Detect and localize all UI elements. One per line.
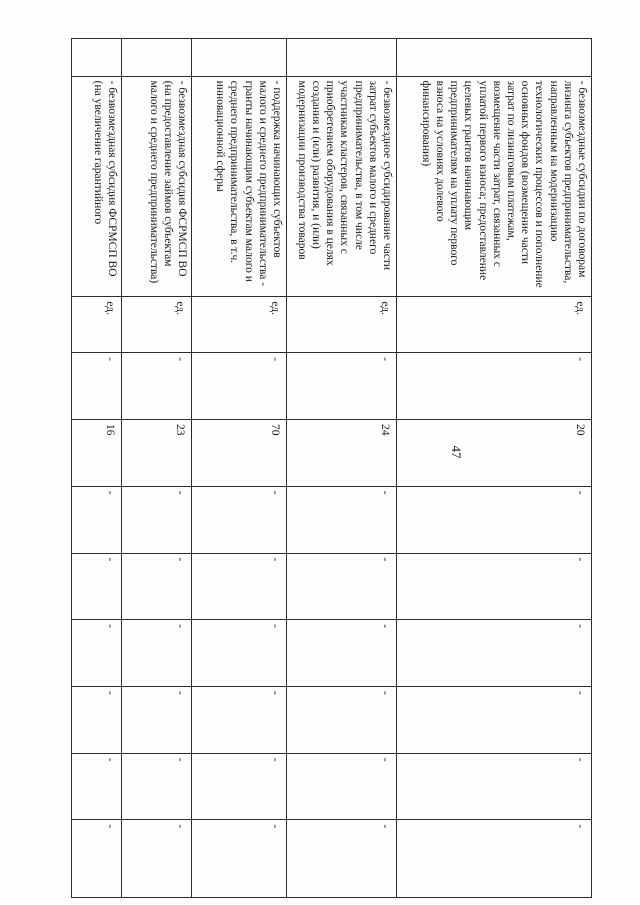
value-cell: -: [72, 820, 122, 898]
value-cell: -: [287, 686, 397, 753]
value-cell: -: [122, 353, 192, 420]
value-cell: -: [287, 553, 397, 620]
value-cell: -: [287, 753, 397, 820]
value-cell: -: [287, 353, 397, 420]
value-cell: -: [192, 820, 287, 898]
value-cell: -: [397, 620, 592, 687]
description-cell: - поддержка начинающих субъектов малого и среднего предпринимательства - гранты начинающим субъектам малого и среднего предпринимательства, в т.ч. инновационной сферы: [192, 76, 287, 297]
indicators-table: [71, 38, 592, 898]
value-cell: -: [122, 753, 192, 820]
unit-cell: ед.: [72, 297, 122, 353]
row-number-cell: [287, 39, 397, 77]
description-cell: - безвозмездная субсидия ФСРМСП ВО (на предоставление займов субъектам малого и среднего предпринимательства): [122, 76, 192, 297]
value-cell: -: [122, 620, 192, 687]
unit-cell: ед.: [287, 297, 397, 353]
table-row: [122, 39, 192, 898]
table-container: [72, 38, 592, 898]
description-cell: - безвозмездные субсидии по договорам лизинга субъектов предпринимательства, направленным на модернизацию технологических процессов и пополнение основных фондов (возмещение части затрат по лизинговым платежам, возмещение части затрат, связанных с уплатой первого взноса; предоставление целевых грантов начинающим предпринимателям на уплату первого взноса на условиях долевого финансирования): [397, 76, 592, 297]
row-number-cell: [122, 39, 192, 77]
table-row: [397, 39, 592, 898]
value-cell: -: [72, 753, 122, 820]
row-number-cell: [397, 39, 592, 77]
value-cell: -: [287, 620, 397, 687]
value-cell: 16: [72, 420, 122, 487]
unit-cell: ед.: [397, 297, 592, 353]
value-cell: -: [192, 686, 287, 753]
value-cell: -: [192, 753, 287, 820]
value-cell: -: [72, 686, 122, 753]
value-cell: -: [72, 620, 122, 687]
rotated-table-frame: [72, 38, 592, 898]
value-cell: -: [397, 353, 592, 420]
unit-cell: ед.: [122, 297, 192, 353]
value-cell: -: [122, 820, 192, 898]
value-cell: -: [397, 753, 592, 820]
value-cell: 20: [397, 420, 592, 487]
table-row: [287, 39, 397, 898]
table-row: [72, 39, 122, 898]
description-cell: - безвозмездное субсидирование части затрат субъектов малого и среднего предпринимательства, в том числе участникам кластеров, связанных с приобретением оборудования в целях создания и (или) развития, и (или) модернизации производства товаров: [287, 76, 397, 297]
value-cell: -: [397, 486, 592, 553]
value-cell: -: [72, 353, 122, 420]
row-number-cell: [192, 39, 287, 77]
value-cell: -: [192, 486, 287, 553]
description-cell: - безвозмездная субсидия ФСРМСП ВО (на увеличение гарантийного: [72, 76, 122, 297]
value-cell: -: [287, 820, 397, 898]
table-row: [192, 39, 287, 898]
row-number-cell: [72, 39, 122, 77]
value-cell: -: [192, 620, 287, 687]
value-cell: -: [72, 553, 122, 620]
page-number: 47: [449, 445, 464, 459]
value-cell: -: [72, 486, 122, 553]
value-cell: -: [397, 820, 592, 898]
value-cell: -: [192, 553, 287, 620]
value-cell: 70: [192, 420, 287, 487]
value-cell: -: [122, 686, 192, 753]
unit-cell: ед.: [192, 297, 287, 353]
value-cell: -: [122, 553, 192, 620]
value-cell: 23: [122, 420, 192, 487]
value-cell: -: [192, 353, 287, 420]
value-cell: -: [397, 553, 592, 620]
value-cell: -: [287, 486, 397, 553]
value-cell: 24: [287, 420, 397, 487]
value-cell: -: [397, 686, 592, 753]
value-cell: -: [122, 486, 192, 553]
